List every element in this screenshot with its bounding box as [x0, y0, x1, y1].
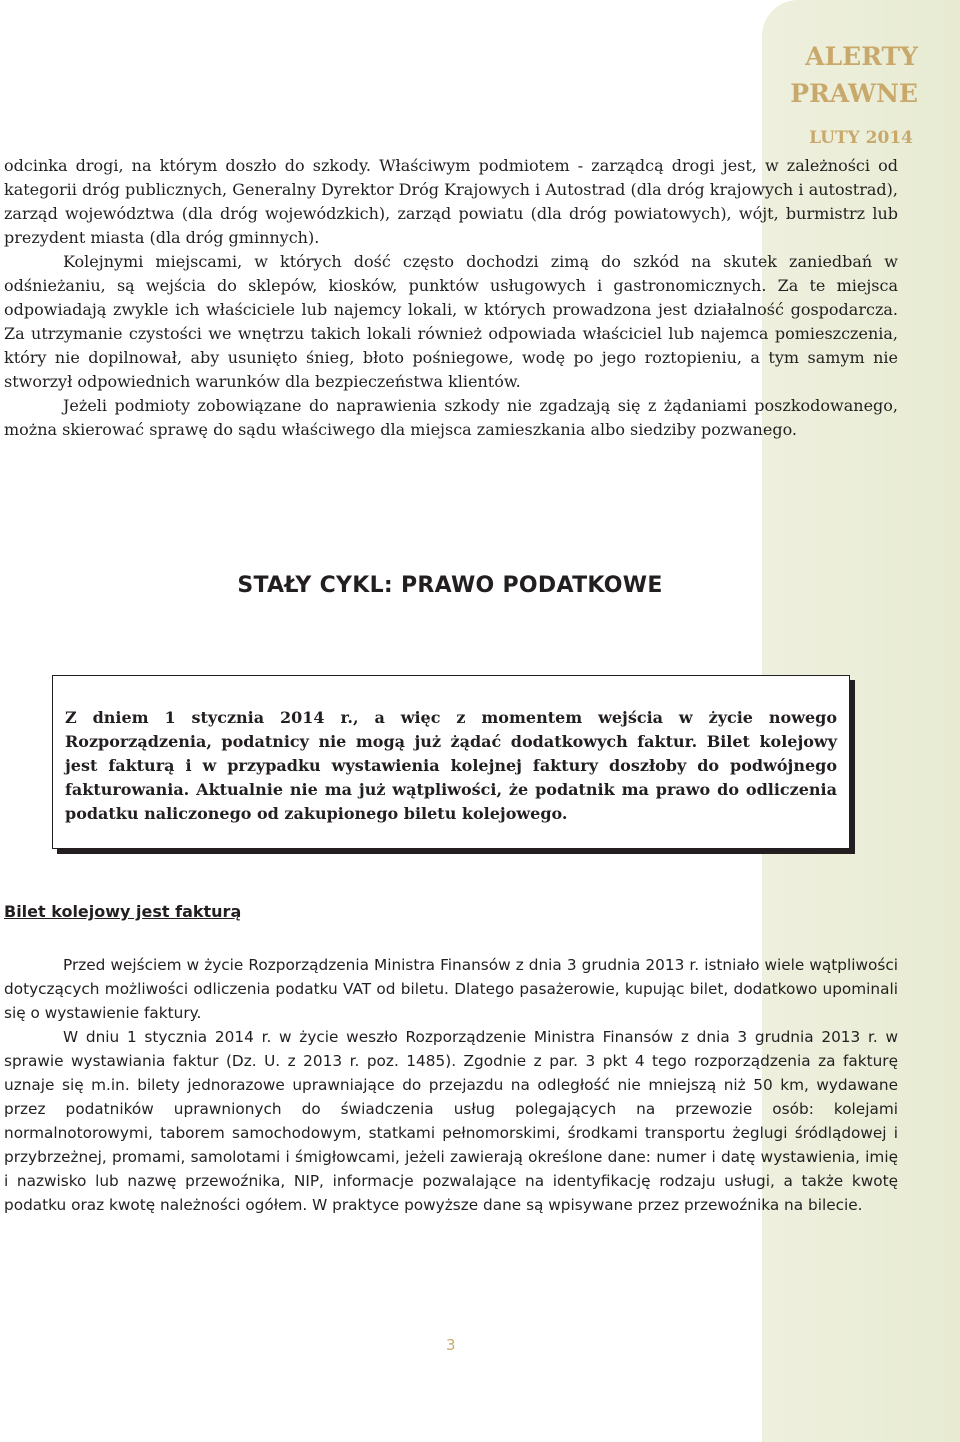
article-paragraph-2: W dniu 1 stycznia 2014 r. w życie weszło Rozporządzenie Ministra Finansów z dnia 3 grudnia 2013 r. w sprawie wystawiania faktur (Dz. U. z 2013 r. poz. 1485). Zgodnie z par. 3 pkt 4 tego rozporządzenia za fakturę uznaje się m.in. bilety jednorazowe uprawniające do przejazdu na odległość nie mniejszą niż 50 km, wydawane przez podatników uprawnionych do świadczenia usług polegających na przewozie osób: kolejami normalnotorowymi, taborem samochodowym, statkami pełnomorskimi, środkami transportu żeglugi śródlądowej i przybrzeżnej, promami, samolotami i śmigłowcami, jeżeli zawierają określone dane: numer i datę wystawienia, imię i nazwisko lub nazwę przewoźnika, NIP, informacje pozwalające na identyfikację rodzaju usługi, a także kwotę podatku oraz kwotę należności ogółem. W praktyce powyższe dane są wpisywane przez przewoźnika na bilecie. — [4, 1028, 898, 1214]
sidebar-title-line2: PRAWNE — [790, 79, 918, 108]
page-number: 3 — [446, 1336, 456, 1354]
sidebar-title — [790, 38, 918, 112]
intro-section — [4, 154, 898, 442]
section-heading: STAŁY CYKL: PRAWO PODATKOWE — [237, 573, 663, 598]
sidebar-title-line1: ALERTY — [805, 42, 918, 71]
intro-paragraph-2: Kolejnymi miejscami, w których dość często dochodzi zimą do szkód na skutek zaniedbań w odśnieżaniu, są wejścia do sklepów, kiosków, punktów usługowych i gastronomicznych. Za te miejsca odpowiadają zwykle ich właściciele lub najemcy lokali, w których prowadzona jest działalność gospodarcza. Za utrzymanie czystości we wnętrzu takich lokali również odpowiada właściciel lub najemca pomieszczenia, który nie dopilnował, aby usunięto śnieg, błoto pośniegowe, wodę po jego roztopieniu, a tym samym nie stworzył odpowiednich warunków dla bezpieczeństwa klientów. — [4, 252, 898, 391]
callout-text: Z dniem 1 stycznia 2014 r., a więc z momentem wejścia w życie nowego Rozporządzenia, podatnicy nie mogą już żądać dodatkowych faktur. Bilet kolejowy jest fakturą i w przypadku wystawienia kolejnej faktury doszłoby do podwójnego fakturowania. Aktualnie nie ma już wątpliwości, że podatnik ma prawo do odliczenia podatku naliczonego od zakupionego biletu kolejowego. — [65, 708, 837, 823]
sidebar-date: LUTY 2014 — [809, 128, 913, 148]
article-body — [4, 953, 898, 1217]
article-heading: Bilet kolejowy jest fakturą — [4, 902, 242, 921]
callout-box — [52, 675, 850, 849]
intro-paragraph-3: Jeżeli podmioty zobowiązane do naprawienia szkody nie zgadzają się z żądaniami poszkodowanego, można skierować sprawę do sądu właściwego dla miejsca zamieszkania albo siedziby pozwanego. — [4, 396, 898, 439]
article-paragraph-1: Przed wejściem w życie Rozporządzenia Ministra Finansów z dnia 3 grudnia 2013 r. istniało wiele wątpliwości dotyczących możliwości odliczenia podatku VAT od biletu. Dlatego pasażerowie, kupując bilet, dodatkowo upominali się o wystawienie faktury. — [4, 956, 898, 1022]
intro-paragraph-1: odcinka drogi, na którym doszło do szkody. Właściwym podmiotem - zarządcą drogi jest, w zależności od kategorii dróg publicznych, Generalny Dyrektor Dróg Krajowych i Autostrad (dla dróg krajowych i autostrad), zarząd województwa (dla dróg wojewódzkich), zarząd powiatu (dla dróg powiatowych), wójt, burmistrz lub prezydent miasta (dla dróg gminnych). — [4, 156, 898, 247]
